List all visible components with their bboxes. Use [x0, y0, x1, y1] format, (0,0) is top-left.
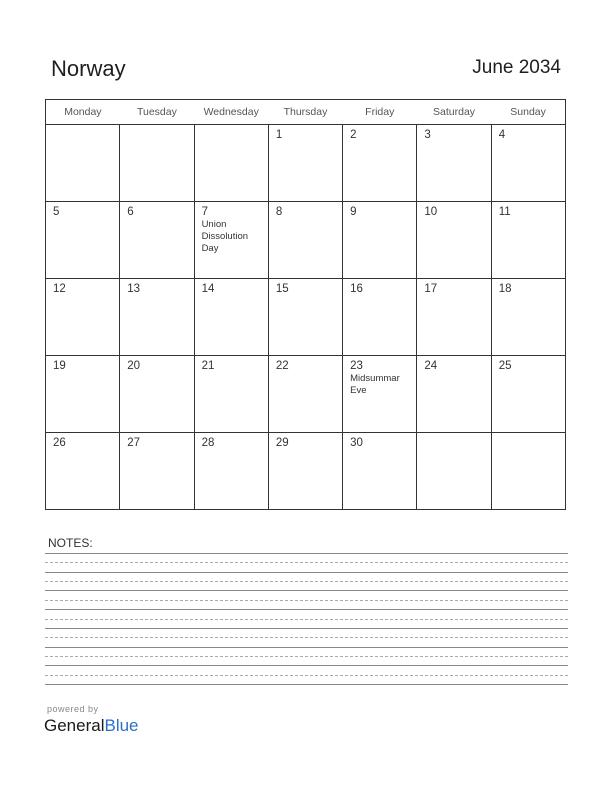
day-cell	[46, 433, 120, 510]
day-cell	[417, 125, 491, 202]
day-cell	[491, 279, 565, 356]
day-number: 16	[350, 283, 363, 295]
day-cell	[417, 433, 491, 510]
day-cell	[268, 125, 342, 202]
note-line	[45, 675, 568, 676]
note-line	[45, 684, 568, 685]
day-cell	[417, 356, 491, 433]
day-number: 13	[127, 283, 141, 295]
day-cell	[417, 279, 491, 356]
day-number: 2	[350, 129, 357, 141]
note-line	[45, 609, 568, 610]
day-number: 19	[53, 360, 66, 372]
day-cell	[46, 279, 120, 356]
note-line	[45, 590, 568, 591]
day-cell	[120, 125, 194, 202]
notes-label: NOTES:	[48, 536, 93, 550]
day-cell	[194, 202, 268, 279]
day-number: 1	[275, 129, 283, 141]
day-number: 7	[201, 206, 208, 218]
brand-general: General	[44, 716, 105, 735]
day-number: 18	[498, 283, 512, 295]
day-cell	[491, 356, 565, 433]
day-cell	[268, 279, 342, 356]
day-number: 26	[53, 437, 66, 449]
note-line	[45, 665, 568, 666]
day-cell	[268, 356, 342, 433]
day-cell	[343, 356, 417, 433]
brand-logo	[44, 716, 139, 736]
note-line	[45, 628, 568, 629]
day-number: 28	[201, 437, 215, 449]
day-cell	[46, 356, 120, 433]
note-line	[45, 647, 568, 648]
day-cell	[343, 279, 417, 356]
day-number: 8	[275, 206, 283, 218]
day-cell	[491, 125, 565, 202]
day-cell	[268, 433, 342, 510]
day-number: 23	[350, 360, 363, 372]
day-number: 29	[275, 437, 289, 449]
week-row	[46, 125, 566, 202]
brand-blue: Blue	[104, 716, 139, 735]
note-line	[45, 619, 568, 620]
day-number: 22	[275, 360, 289, 372]
day-number: 17	[424, 283, 438, 295]
week-row	[46, 202, 566, 279]
day-number: 6	[127, 206, 134, 218]
day-cell	[46, 125, 120, 202]
day-number: 9	[350, 206, 357, 218]
day-cell	[120, 433, 194, 510]
day-number: 27	[127, 437, 141, 449]
weekday-header: Sunday	[491, 100, 565, 125]
day-number: 10	[424, 206, 438, 218]
day-cell	[120, 356, 194, 433]
note-line	[45, 656, 568, 657]
day-cell	[194, 433, 268, 510]
day-cell	[417, 202, 491, 279]
day-cell	[120, 202, 194, 279]
weekday-header: Wednesday	[194, 100, 268, 125]
weekday-header: Tuesday	[120, 100, 194, 125]
day-number: 24	[424, 360, 438, 372]
day-cell	[194, 356, 268, 433]
day-number: 15	[275, 283, 289, 295]
note-line	[45, 572, 568, 573]
day-number: 20	[127, 360, 141, 372]
day-number: 30	[350, 437, 363, 449]
day-cell	[343, 202, 417, 279]
country-title: Norway	[51, 56, 126, 81]
day-number: 12	[53, 283, 66, 295]
week-row	[46, 279, 566, 356]
day-number: 11	[498, 206, 511, 218]
note-line	[45, 600, 568, 601]
note-line	[45, 637, 568, 638]
weekday-header: Saturday	[417, 100, 491, 125]
note-line	[45, 562, 568, 563]
holiday-label: Union Dissolution Day	[201, 219, 249, 254]
day-cell	[343, 125, 417, 202]
weekday-header: Monday	[46, 100, 120, 125]
day-number: 21	[201, 360, 215, 372]
day-number: 5	[53, 206, 60, 218]
day-number: 14	[201, 283, 215, 295]
day-cell	[491, 202, 565, 279]
week-row	[46, 433, 566, 510]
weekday-header: Friday	[343, 100, 417, 125]
day-cell	[491, 433, 565, 510]
powered-by-text: powered by	[47, 704, 99, 714]
day-cell	[343, 433, 417, 510]
month-year-title: June 2034	[472, 57, 561, 78]
day-cell	[46, 202, 120, 279]
day-cell	[194, 279, 268, 356]
day-number: 3	[424, 129, 431, 141]
weekday-header-row	[46, 100, 566, 125]
holiday-label: Midsummar Eve	[350, 373, 400, 396]
day-cell	[194, 125, 268, 202]
day-cell	[268, 202, 342, 279]
week-row	[46, 356, 566, 433]
day-number: 4	[498, 129, 506, 141]
day-number: 25	[498, 360, 512, 372]
note-line	[45, 553, 568, 554]
weekday-header: Thursday	[268, 100, 342, 125]
note-line	[45, 581, 568, 582]
day-cell	[120, 279, 194, 356]
calendar-grid	[45, 99, 566, 510]
